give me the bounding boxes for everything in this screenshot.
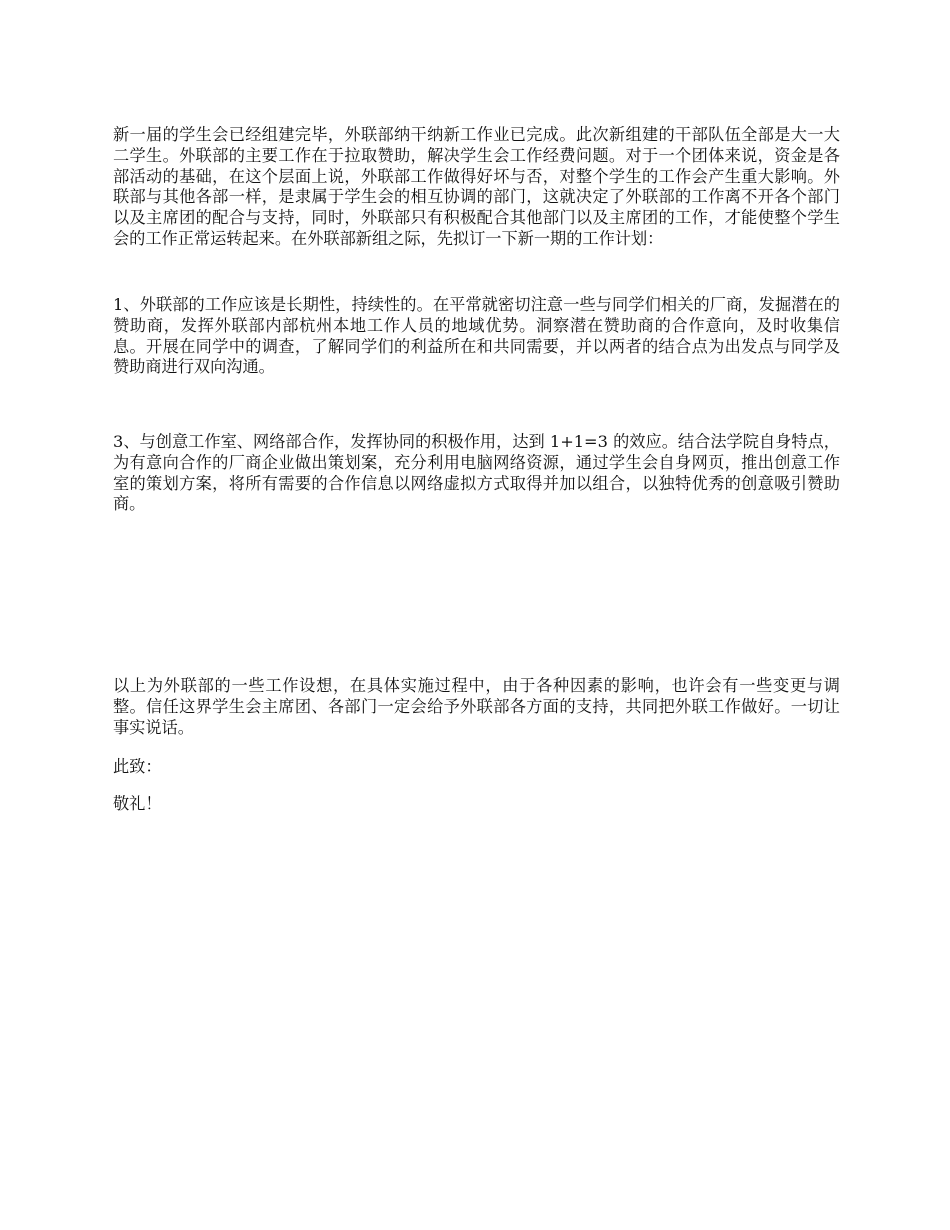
plan-item-1-paragraph: 1、外联部的工作应该是长期性，持续性的。在平常就密切注意一些与同学们相关的厂商，发掘潜在的赞助商，发挥外联部内部杭州本地工作人员的地域优势。洞察潜在赞助商的合作意向，及时收集信息。开展在同学中的调查，了解同学们的利益所在和共同需要，并以两者的结合点为出发点与同学及赞助商进行双向沟通。 (113, 295, 840, 377)
closing-regards: 敬礼！ (113, 794, 162, 813)
plan-item-3-paragraph: 3、与创意工作室、网络部合作，发挥协同的积极作用，达到 1+1=3 的效应。结合法学院自身特点，为有意向合作的厂商企业做出策划案，充分利用电脑网络资源，通过学生会自身网页，推出创意工作室的策划方案，将所有需要的合作信息以网络虚拟方式取得并加以组合，以独特优秀的创意吸引赞助商。 (113, 432, 840, 514)
intro-paragraph: 新一届的学生会已经组建完毕，外联部纳干纳新工作业已完成。此次新组建的干部队伍全部是大一大二学生。外联部的主要工作在于拉取赞助，解决学生会工作经费问题。对于一个团体来说，资金是各部活动的基础，在这个层面上说，外联部工作做得好坏与否，对整个学生的工作会产生重大影响。外联部与其他各部一样，是隶属于学生会的相互协调的部门，这就决定了外联部的工作离不开各个部门以及主席团的配合与支持，同时，外联部只有积极配合其他部门以及主席团的工作，才能使整个学生会的工作正常运转起来。在外联部新组之际，先拟订一下新一期的工作计划： (113, 125, 840, 248)
closing-salutation: 此致： (113, 757, 162, 776)
conclusion-paragraph: 以上为外联部的一些工作设想，在具体实施过程中，由于各种因素的影响，也许会有一些变更与调整。信任这界学生会主席团、各部门一定会给予外联部各方面的支持，共同把外联工作做好。一切让事实说话。 (113, 676, 840, 737)
